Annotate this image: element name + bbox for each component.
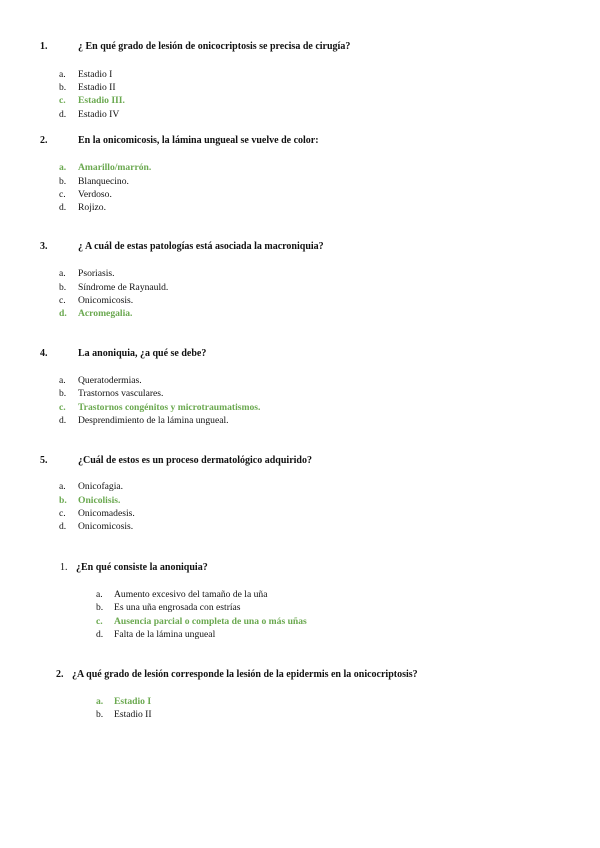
s2q2-option-b-letter: b. bbox=[96, 709, 104, 720]
q3-option-d-text: Acromegalia. bbox=[78, 308, 133, 319]
q5-option-d-text: Onicomicosis. bbox=[78, 521, 134, 532]
s2q1-option-c-text: Ausencia parcial o completa de una o más uñas bbox=[114, 616, 307, 627]
question-2-text: En la onicomicosis, la lámina ungueal se vuelve de color: bbox=[78, 135, 319, 146]
q1-option-d-text: Estadio IV bbox=[78, 109, 120, 120]
question-5-number: 5. bbox=[40, 455, 48, 466]
s2q1-option-c-letter: c. bbox=[96, 616, 103, 627]
q5-option-b-letter: b. bbox=[59, 495, 67, 506]
q2-option-a-text: Amarillo/marrón. bbox=[78, 162, 152, 173]
question-5-text: ¿Cuál de estos es un proceso dermatológico adquirido? bbox=[78, 455, 312, 466]
q1-option-b-text: Estadio II bbox=[78, 82, 116, 93]
q4-option-c-text: Trastornos congénitos y microtraumatismos. bbox=[78, 402, 261, 413]
s2q2-option-a-text: Estadio I bbox=[114, 696, 152, 707]
q2-option-a-letter: a. bbox=[59, 162, 67, 173]
q4-option-c-letter: c. bbox=[59, 402, 66, 413]
q1-option-d-letter: d. bbox=[59, 109, 67, 120]
q3-option-d-letter: d. bbox=[59, 308, 67, 319]
q5-option-c-letter: c. bbox=[59, 508, 66, 519]
q3-option-c-letter: c. bbox=[59, 295, 66, 306]
q1-option-c-text: Estadio III. bbox=[78, 95, 125, 106]
question-4-text: La anoniquia, ¿a qué se debe? bbox=[78, 348, 207, 359]
s2q2-option-b-text: Estadio II bbox=[114, 709, 152, 720]
question-4-number: 4. bbox=[40, 348, 48, 359]
s2q2-option-a-letter: a. bbox=[96, 696, 104, 707]
q5-option-a-letter: a. bbox=[59, 481, 66, 492]
q2-option-c-text: Verdoso. bbox=[78, 189, 112, 200]
s2q1-option-b-text: Es una uña engrosada con estrías bbox=[114, 602, 241, 613]
s2q1-option-a-text: Aumento excesivo del tamaño de la uña bbox=[114, 589, 268, 600]
question-3-text: ¿ A cuál de estas patologías está asociada la macroniquia? bbox=[78, 241, 324, 252]
s2q1-option-b-letter: b. bbox=[96, 602, 104, 613]
q5-option-a-text: Onicofagia. bbox=[78, 481, 124, 492]
q1-option-c-letter: c. bbox=[59, 95, 66, 106]
q4-option-a-letter: a. bbox=[59, 375, 66, 386]
q4-option-d-text: Desprendimiento de la lámina ungueal. bbox=[78, 415, 229, 426]
q3-option-a-text: Psoriasis. bbox=[78, 268, 115, 279]
section2-question-1-number: 1. bbox=[60, 562, 68, 573]
s2q1-option-d-letter: d. bbox=[96, 629, 104, 640]
q3-option-c-text: Onicomicosis. bbox=[78, 295, 134, 306]
q4-option-b-text: Trastornos vasculares. bbox=[78, 388, 164, 399]
q1-option-a-text: Estadio I bbox=[78, 69, 113, 80]
question-1-text: ¿ En qué grado de lesión de onicocriptosis se precisa de cirugía? bbox=[78, 41, 351, 52]
q1-option-a-letter: a. bbox=[59, 69, 66, 80]
s2q1-option-a-letter: a. bbox=[96, 589, 103, 600]
section2-question-1-text: ¿En qué consiste la anoniquia? bbox=[76, 562, 208, 573]
q5-option-d-letter: d. bbox=[59, 521, 67, 532]
q2-option-b-text: Blanquecino. bbox=[78, 176, 129, 187]
section2-question-2-text: ¿A qué grado de lesión corresponde la lesión de la epidermis en la onicocriptosis? bbox=[72, 669, 418, 680]
q4-option-d-letter: d. bbox=[59, 415, 67, 426]
q3-option-b-text: Síndrome de Raynauld. bbox=[78, 282, 169, 293]
q1-option-b-letter: b. bbox=[59, 82, 67, 93]
q2-option-c-letter: c. bbox=[59, 189, 66, 200]
q2-option-b-letter: b. bbox=[59, 176, 67, 187]
section2-question-2-number: 2. bbox=[56, 669, 64, 680]
question-2-number: 2. bbox=[40, 135, 48, 146]
q2-option-d-letter: d. bbox=[59, 202, 67, 213]
s2q1-option-d-text: Falta de la lámina ungueal bbox=[114, 629, 216, 640]
q4-option-b-letter: b. bbox=[59, 388, 67, 399]
q3-option-b-letter: b. bbox=[59, 282, 67, 293]
q3-option-a-letter: a. bbox=[59, 268, 66, 279]
q2-option-d-text: Rojizo. bbox=[78, 202, 106, 213]
question-3-number: 3. bbox=[40, 241, 48, 252]
q5-option-b-text: Onicolisis. bbox=[78, 495, 121, 506]
q4-option-a-text: Queratodermias. bbox=[78, 375, 142, 386]
question-1-number: 1. bbox=[40, 41, 48, 52]
q5-option-c-text: Onicomadesis. bbox=[78, 508, 135, 519]
